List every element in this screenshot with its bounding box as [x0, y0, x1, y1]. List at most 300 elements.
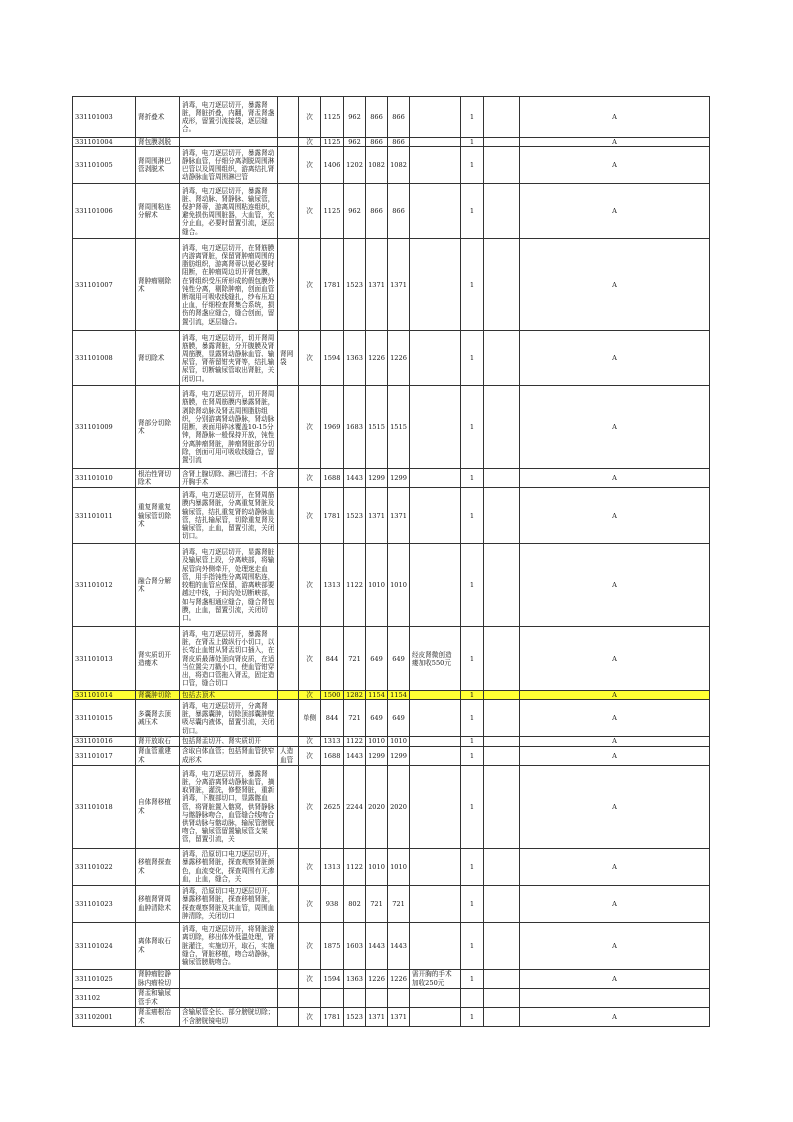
item-flag: 1: [461, 922, 484, 969]
price-2: 1443: [344, 746, 366, 765]
item-grade: A: [520, 746, 710, 765]
empty-cell: [484, 1007, 520, 1026]
item-grade: A: [520, 737, 710, 746]
item-flag: 1: [461, 544, 484, 627]
item-grade: A: [520, 691, 710, 700]
item-flag: 1: [461, 469, 484, 488]
item-name: 肾囊肿切除: [136, 691, 180, 700]
price-3: 1443: [366, 922, 388, 969]
item-flag: 1: [461, 331, 484, 386]
price-4: 1010: [388, 848, 410, 885]
item-content: 消毒，电刀逐层切开，暴露肾脏，分离游离肾动静脉血管，摘取肾脏，灌洗，修整肾脏，重新消毒，下腹部切口，显露髂血管，将肾脏置入髂窝，供肾静脉与髂静脉吻合，血管缝合线吻合供肾动脉与髂动脉，输尿管膀胱吻合，输尿管留置输尿管支架管，留置引流，关: [180, 765, 278, 848]
item-code: 331101006: [73, 184, 136, 239]
item-code: 331102001: [73, 1007, 136, 1026]
item-unit: 次: [299, 969, 321, 988]
price-3: 721: [366, 885, 388, 922]
item-exclusions: [278, 488, 299, 544]
price-1: 1313: [321, 544, 344, 627]
item-flag: 1: [461, 138, 484, 147]
item-flag: 1: [461, 885, 484, 922]
table-row: [73, 386, 710, 469]
item-unit: 单侧: [299, 700, 321, 737]
table-row: [73, 746, 710, 765]
table-row: [73, 922, 710, 969]
item-content: 消毒，电刀逐层切开，切开肾周筋膜，暴露肾脏，分开腹膜及肾周筋膜，显露肾动静脉血管、输尿管，肾蒂留钳夹肾等，结扎输尿管，切断输尿管取出肾脏，关闭切口。: [180, 331, 278, 386]
item-name: 肾肿瘤剔除术: [136, 239, 180, 331]
item-name: 肾血管重建术: [136, 746, 180, 765]
table-row: [73, 969, 710, 988]
item-code: 331101024: [73, 922, 136, 969]
price-1: 844: [321, 627, 344, 691]
empty-cell: [484, 627, 520, 691]
item-grade: A: [520, 1007, 710, 1026]
item-flag: 1: [461, 1007, 484, 1026]
item-grade: A: [520, 544, 710, 627]
item-exclusions: [278, 147, 299, 184]
price-1: 1594: [321, 969, 344, 988]
price-3: 1010: [366, 737, 388, 746]
item-name: 肾盂和输尿管手术: [136, 988, 180, 1007]
item-content: 含输尿管全长、部分膀胱切除；不含膀胱镜电切: [180, 1007, 278, 1026]
price-4: 1226: [388, 331, 410, 386]
price-4: 1082: [388, 147, 410, 184]
item-content: 消毒，电刀逐层切开，将肾脏游离切除，移出体外低温处理，肾脏灌注，实施切开，取石，实施缝合，肾脏移植，吻合动静脉，输尿管膀胱吻合。: [180, 922, 278, 969]
price-4: 649: [388, 627, 410, 691]
item-exclusions: [278, 691, 299, 700]
empty-cell: [484, 488, 520, 544]
item-unit: 次: [299, 138, 321, 147]
item-flag: 1: [461, 700, 484, 737]
item-code: 331101016: [73, 737, 136, 746]
item-exclusions: [278, 184, 299, 239]
price-4: 721: [388, 885, 410, 922]
item-exclusions: [278, 627, 299, 691]
item-code: 331101008: [73, 331, 136, 386]
price-1: 1594: [321, 331, 344, 386]
item-grade: A: [520, 138, 710, 147]
table-row: [73, 97, 710, 138]
empty-cell: [484, 386, 520, 469]
item-content: [180, 969, 278, 988]
price-1: 1969: [321, 386, 344, 469]
price-3: 1010: [366, 848, 388, 885]
price-2: 1202: [344, 147, 366, 184]
item-content: 消毒，沿原切口电刀逐层切开，暴露移植肾脏，探查移植肾脏，探查观察肾脏及其血管，周围血肿清除，关闭切口: [180, 885, 278, 922]
item-content: [180, 988, 278, 1007]
item-content: 消毒，电刀逐层切开，暴露肾脏，在肾盂上做纵行小切口，以长弯止血钳从肾盂切口插入，在肾皮质最薄处顶向肾皮质，在适当位置尖刀戳小口，使血管钳穿出，将造口管拖入肾盂，固定造口管，缝合切口: [180, 627, 278, 691]
price-4: [388, 988, 410, 1007]
table-row: [73, 848, 710, 885]
table-row: [73, 737, 710, 746]
empty-cell: [484, 331, 520, 386]
empty-cell: [484, 239, 520, 331]
price-1: 1406: [321, 147, 344, 184]
price-1: 1688: [321, 469, 344, 488]
item-exclusions: [278, 988, 299, 1007]
price-1: 2625: [321, 765, 344, 848]
item-unit: 次: [299, 765, 321, 848]
table-row: [73, 691, 710, 700]
item-content: 消毒，电刀逐层切开，暴露肾脏、肾动脉、肾静脉、输尿管，保护肾蒂，游离周围粘连组织，避免损伤周围脏器，大血管，充分止血，必要时留置引流，逐层缝合。: [180, 184, 278, 239]
item-note: [410, 746, 461, 765]
item-unit: 次: [299, 691, 321, 700]
item-flag: 1: [461, 848, 484, 885]
price-1: 1781: [321, 1007, 344, 1026]
item-exclusions: [278, 848, 299, 885]
item-code: 331101017: [73, 746, 136, 765]
item-name: 自体肾移植术: [136, 765, 180, 848]
price-3: [366, 988, 388, 1007]
item-content: 消毒，电刀逐层切开，暴露肾动静脉血管，仔细分离剥脱周围淋巴管以及周围组织，游离结扎肾动静脉血管周围淋巴管: [180, 147, 278, 184]
price-1: 1781: [321, 239, 344, 331]
price-4: 1154: [388, 691, 410, 700]
price-4: 1371: [388, 1007, 410, 1026]
item-exclusions: [278, 969, 299, 988]
item-content: 消毒，沿原切口电刀逐层切开，暴露移植肾脏，探查观察肾脏颜色，血流变化，探查周围有无渗血，止血，缝合，关: [180, 848, 278, 885]
item-name: 肾周围淋巴管剥脱术: [136, 147, 180, 184]
item-unit: 次: [299, 544, 321, 627]
item-content: 消毒，电刀逐层切开，暴露肾脏，肾脏折叠，内翻，肾盂肾盏成形，留置引流接袋，逐层缝合。: [180, 97, 278, 138]
price-3: 649: [366, 700, 388, 737]
price-4: 1371: [388, 488, 410, 544]
item-name: 肾切除术: [136, 331, 180, 386]
table-row: [73, 331, 710, 386]
item-unit: 次: [299, 488, 321, 544]
item-grade: A: [520, 331, 710, 386]
item-code: 331101023: [73, 885, 136, 922]
item-note: 经皮肾微创造瘘加收550元: [410, 627, 461, 691]
item-note: [410, 184, 461, 239]
price-1: 844: [321, 700, 344, 737]
item-exclusions: [278, 700, 299, 737]
price-1: 938: [321, 885, 344, 922]
item-code: 331101004: [73, 138, 136, 147]
item-exclusions: [278, 885, 299, 922]
item-code: 331101014: [73, 691, 136, 700]
empty-cell: [484, 737, 520, 746]
price-3: 1154: [366, 691, 388, 700]
empty-cell: [484, 746, 520, 765]
table-row: [73, 765, 710, 848]
price-3: 1299: [366, 746, 388, 765]
item-name: 肾盂癌根治术: [136, 1007, 180, 1026]
price-4: 649: [388, 700, 410, 737]
price-2: 1363: [344, 331, 366, 386]
price-1: 1313: [321, 848, 344, 885]
item-flag: 1: [461, 765, 484, 848]
item-unit: 次: [299, 922, 321, 969]
empty-cell: [484, 147, 520, 184]
price-3: 1226: [366, 331, 388, 386]
empty-cell: [484, 700, 520, 737]
item-unit: 次: [299, 184, 321, 239]
item-code: 331101010: [73, 469, 136, 488]
item-flag: 1: [461, 239, 484, 331]
price-2: 962: [344, 184, 366, 239]
price-4: 1010: [388, 544, 410, 627]
item-note: [410, 1007, 461, 1026]
price-1: 1781: [321, 488, 344, 544]
item-unit: 次: [299, 737, 321, 746]
price-3: 1371: [366, 488, 388, 544]
price-4: 1226: [388, 969, 410, 988]
item-unit: 次: [299, 331, 321, 386]
price-2: 1443: [344, 469, 366, 488]
item-note: [410, 147, 461, 184]
item-flag: 1: [461, 746, 484, 765]
item-code: 331101011: [73, 488, 136, 544]
price-1: 1125: [321, 97, 344, 138]
item-note: [410, 700, 461, 737]
item-code: 331101012: [73, 544, 136, 627]
item-grade: A: [520, 184, 710, 239]
item-grade: A: [520, 885, 710, 922]
item-name: 融合肾分解术: [136, 544, 180, 627]
price-2: 1122: [344, 848, 366, 885]
price-3: 1299: [366, 469, 388, 488]
item-grade: A: [520, 147, 710, 184]
table-row: [73, 885, 710, 922]
item-flag: 1: [461, 97, 484, 138]
item-flag: 1: [461, 184, 484, 239]
empty-cell: [484, 988, 520, 1007]
price-2: [344, 988, 366, 1007]
price-2: 1523: [344, 1007, 366, 1026]
price-4: 1299: [388, 746, 410, 765]
price-3: 866: [366, 138, 388, 147]
item-code: 331101007: [73, 239, 136, 331]
item-exclusions: 人造血管: [278, 746, 299, 765]
item-unit: 次: [299, 386, 321, 469]
item-flag: 1: [461, 147, 484, 184]
table-row: [73, 700, 710, 737]
item-note: [410, 386, 461, 469]
price-3: 1515: [366, 386, 388, 469]
item-grade: A: [520, 627, 710, 691]
item-grade: A: [520, 488, 710, 544]
table-row: [73, 1007, 710, 1026]
price-1: 1125: [321, 184, 344, 239]
empty-cell: [484, 848, 520, 885]
price-2: 1122: [344, 737, 366, 746]
empty-cell: [484, 969, 520, 988]
item-content: 消毒，电刀逐层切开，切开肾周筋膜，在肾周筋膜内暴露肾脏，剥除肾动脉及肾盂周围脂肪组织，分别游离肾动静脉，肾动脉阻断，表面用碎冰覆盖10-15分钟，肾静脉一般保持开放，钝性分离肿瘤肾脏，肿瘤肾脏部分切除，创面可用可吸收线缝合，留置引流: [180, 386, 278, 469]
item-flag: 1: [461, 737, 484, 746]
price-1: [321, 988, 344, 1007]
empty-cell: [484, 922, 520, 969]
item-note: [410, 138, 461, 147]
item-content: 消毒，电刀逐层切开，在肾筋膜内游离肾脏，保留肾肿瘤周围的脂肪组织，游离肾蒂以便必要时阻断，在肿瘤周边切开肾包膜，在肾组织受压所形成的假包膜外钝性分离，剔除肿瘤，创面血管断端用可吸收线缝扎，纱布压迫止血，仔细检查肾集合系统，损伤的肾盏应缝合，缝合创面，留置引流，逐层缝合。: [180, 239, 278, 331]
price-3: 1082: [366, 147, 388, 184]
item-code: 331101022: [73, 848, 136, 885]
item-content: 消毒，电刀逐层切开，显露肾脏及输尿管上段，分离峡部，将输尿管向外侧牵开，处理迷走血管，用手指钝性分离周围粘连，较粗的血管应保留，游离峡部要越过中线，于间沟处切断峡部，如与肾盏相通应缝合，缝合肾包膜，止血，留置引流，关闭切口。: [180, 544, 278, 627]
item-unit: 次: [299, 147, 321, 184]
item-exclusions: [278, 922, 299, 969]
empty-cell: [484, 184, 520, 239]
empty-cell: [484, 885, 520, 922]
price-1: 1875: [321, 922, 344, 969]
item-grade: A: [520, 386, 710, 469]
item-note: [410, 922, 461, 969]
item-note: [410, 988, 461, 1007]
price-4: 1515: [388, 386, 410, 469]
item-exclusions: [278, 469, 299, 488]
item-grade: A: [520, 969, 710, 988]
item-exclusions: [278, 97, 299, 138]
item-note: 需开胸的手术加收250元: [410, 969, 461, 988]
table-row: [73, 184, 710, 239]
price-2: 1683: [344, 386, 366, 469]
item-note: [410, 97, 461, 138]
item-name: 肾实质切开造瘘术: [136, 627, 180, 691]
empty-cell: [484, 691, 520, 700]
table-row: [73, 988, 710, 1007]
table-row: [73, 544, 710, 627]
item-unit: 次: [299, 627, 321, 691]
price-1: 1688: [321, 746, 344, 765]
item-exclusions: [278, 737, 299, 746]
price-4: 1299: [388, 469, 410, 488]
price-2: 721: [344, 627, 366, 691]
item-grade: A: [520, 700, 710, 737]
item-note: [410, 848, 461, 885]
item-exclusions: [278, 239, 299, 331]
table-row: [73, 488, 710, 544]
item-code: 331101005: [73, 147, 136, 184]
item-exclusions: [278, 138, 299, 147]
item-flag: 1: [461, 488, 484, 544]
item-code: 331102: [73, 988, 136, 1007]
price-4: 2020: [388, 765, 410, 848]
item-code: 331101015: [73, 700, 136, 737]
table-row: [73, 147, 710, 184]
item-note: [410, 544, 461, 627]
item-name: 肾折叠术: [136, 97, 180, 138]
price-1: 1125: [321, 138, 344, 147]
item-grade: [520, 988, 710, 1007]
table-row: [73, 627, 710, 691]
item-content: 包括去顶术: [180, 691, 278, 700]
item-grade: A: [520, 848, 710, 885]
price-3: 866: [366, 97, 388, 138]
item-code: 331101013: [73, 627, 136, 691]
item-note: [410, 488, 461, 544]
price-4: 866: [388, 138, 410, 147]
table-row: [73, 138, 710, 147]
item-flag: 1: [461, 691, 484, 700]
item-note: [410, 765, 461, 848]
item-content: [180, 138, 278, 147]
item-note: [410, 469, 461, 488]
price-3: 649: [366, 627, 388, 691]
item-name: 肾部分切除术: [136, 386, 180, 469]
price-2: 1523: [344, 488, 366, 544]
item-grade: A: [520, 239, 710, 331]
item-flag: 1: [461, 969, 484, 988]
item-note: [410, 331, 461, 386]
item-exclusions: [278, 386, 299, 469]
item-unit: 次: [299, 469, 321, 488]
price-2: 962: [344, 138, 366, 147]
item-grade: A: [520, 765, 710, 848]
price-3: 2020: [366, 765, 388, 848]
price-2: 1122: [344, 544, 366, 627]
item-exclusions: [278, 544, 299, 627]
item-exclusions: [278, 765, 299, 848]
item-note: [410, 239, 461, 331]
item-flag: [461, 988, 484, 1007]
price-2: 721: [344, 700, 366, 737]
item-unit: 次: [299, 746, 321, 765]
empty-cell: [484, 97, 520, 138]
price-1: 1313: [321, 737, 344, 746]
price-4: 1443: [388, 922, 410, 969]
price-4: 1371: [388, 239, 410, 331]
price-2: 1523: [344, 239, 366, 331]
table-row: [73, 239, 710, 331]
item-content: 含肾上腺切除、淋巴清扫；不含开胸手术: [180, 469, 278, 488]
item-unit: 次: [299, 848, 321, 885]
item-note: [410, 691, 461, 700]
item-unit: 次: [299, 1007, 321, 1026]
item-unit: 次: [299, 885, 321, 922]
price-1: 1500: [321, 691, 344, 700]
price-2: 1363: [344, 969, 366, 988]
item-code: 331101018: [73, 765, 136, 848]
price-3: 1010: [366, 544, 388, 627]
item-name: 重复肾重复输尿管切除术: [136, 488, 180, 544]
price-3: 1371: [366, 239, 388, 331]
item-content: 包括肾盂切开、肾实质切开: [180, 737, 278, 746]
empty-cell: [484, 469, 520, 488]
item-note: [410, 737, 461, 746]
price-3: 866: [366, 184, 388, 239]
price-3: 1371: [366, 1007, 388, 1026]
price-3: 1226: [366, 969, 388, 988]
item-name: 移植肾肾周血肿清除术: [136, 885, 180, 922]
item-flag: 1: [461, 386, 484, 469]
item-name: 根治性肾切除术: [136, 469, 180, 488]
item-exclusions: [278, 1007, 299, 1026]
price-2: 2244: [344, 765, 366, 848]
price-2: 1603: [344, 922, 366, 969]
item-name: 移植肾探查术: [136, 848, 180, 885]
item-name: 肾开放取石: [136, 737, 180, 746]
item-name: 多囊肾去顶减压术: [136, 700, 180, 737]
empty-cell: [484, 138, 520, 147]
price-2: 1282: [344, 691, 366, 700]
item-content: 消毒，电刀逐层切开，在肾周筋膜内暴露肾脏，分离重复肾脏及输尿管，结扎重复肾的动静脉血管，结扎输尿管，切除重复肾及输尿管，止血，留置引流，关闭切口。: [180, 488, 278, 544]
price-4: 866: [388, 97, 410, 138]
price-4: 866: [388, 184, 410, 239]
fee-schedule-table: [72, 96, 710, 1027]
item-unit: 次: [299, 239, 321, 331]
item-flag: 1: [461, 627, 484, 691]
item-code: 331101009: [73, 386, 136, 469]
item-name: 肾肿瘤腔静脉内瘤栓切: [136, 969, 180, 988]
table-row: [73, 469, 710, 488]
item-grade: A: [520, 469, 710, 488]
price-2: 802: [344, 885, 366, 922]
item-name: 肾包膜剥脱: [136, 138, 180, 147]
item-grade: A: [520, 922, 710, 969]
item-unit: [299, 988, 321, 1007]
item-exclusions: 肾网袋: [278, 331, 299, 386]
price-4: 1010: [388, 737, 410, 746]
item-content: 消毒，电刀逐层切开，分离肾脏，暴露囊肿，切除顶部囊肿壁吸尽囊内液体，留置引流，关闭切口。: [180, 700, 278, 737]
item-code: 331101003: [73, 97, 136, 138]
item-name: 肾周围粘连分解术: [136, 184, 180, 239]
